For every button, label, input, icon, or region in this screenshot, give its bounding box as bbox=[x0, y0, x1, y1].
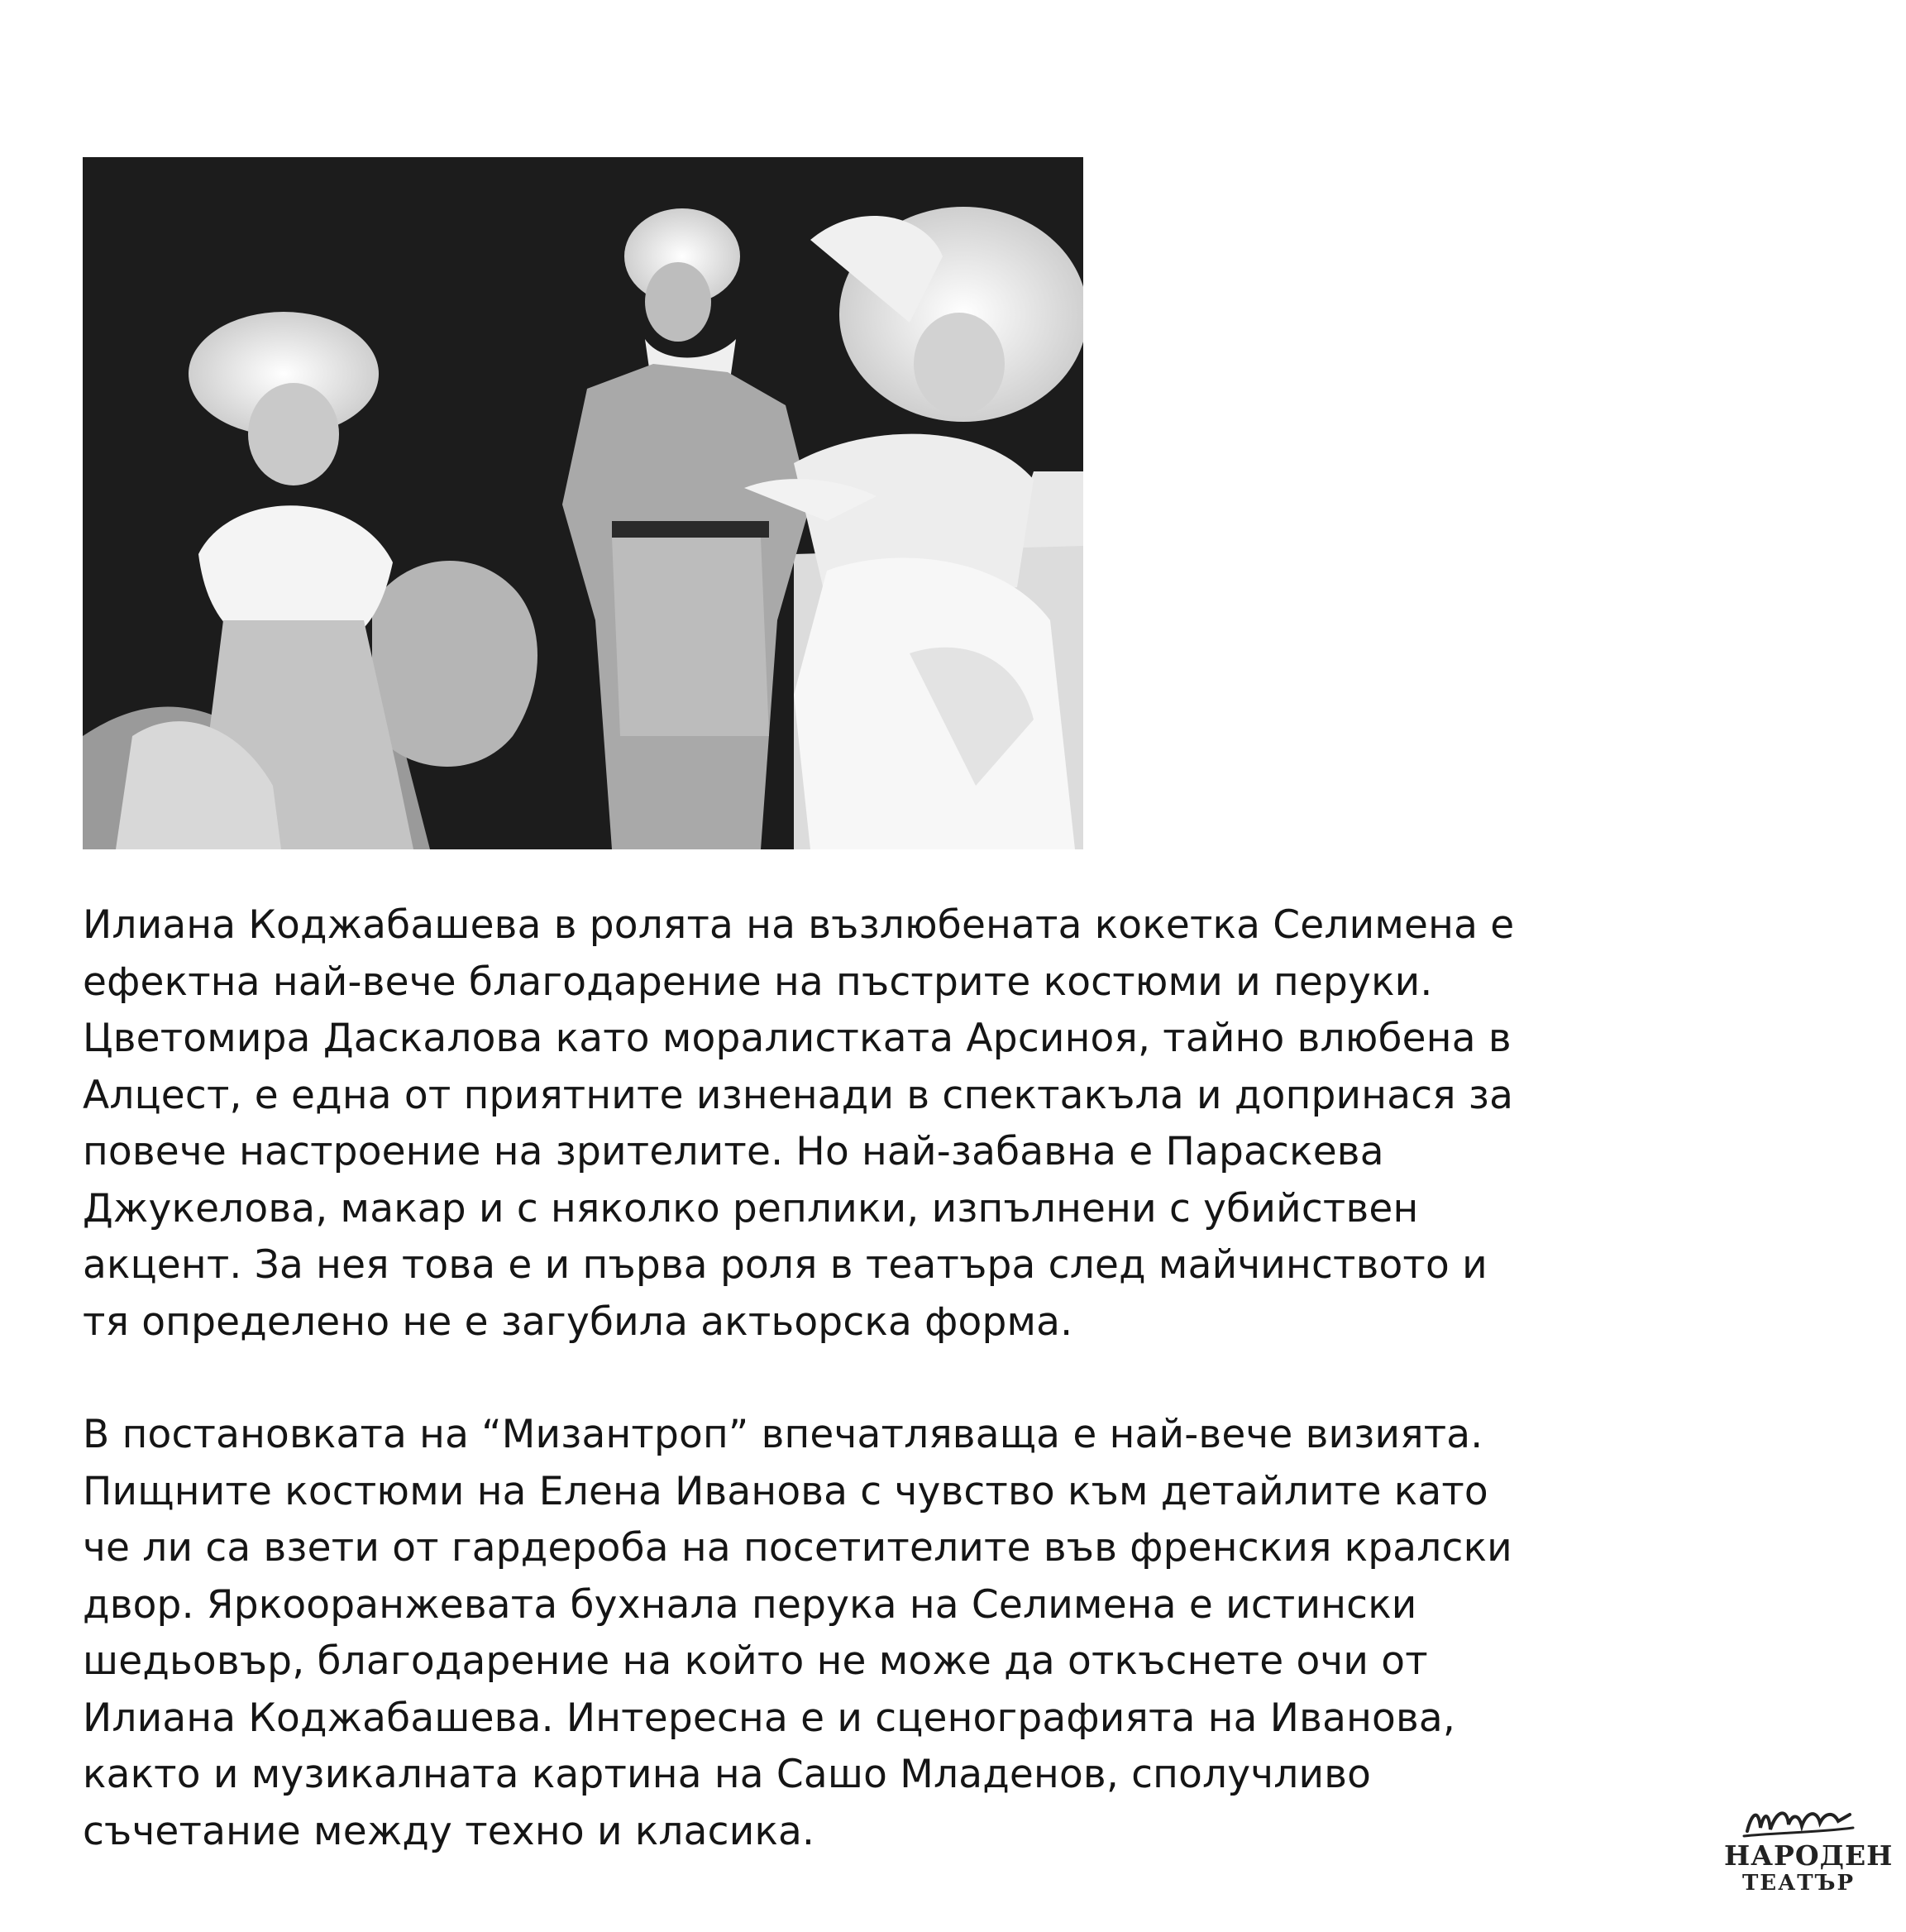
paragraph-1 bbox=[83, 897, 1687, 1351]
paragraph-line: Илиана Коджабашева. Интересна е и сценографията на Иванова, bbox=[83, 1695, 1455, 1741]
paragraph-line: както и музикалната картина на Сашо Младенов, сполучливо bbox=[83, 1752, 1372, 1797]
paragraph-line: двор. Яркооранжевата бухнала перука на Селимена е истински bbox=[83, 1581, 1417, 1628]
paragraph-line: повече настроение на зрителите. Но най-забавна е Параскева bbox=[83, 1129, 1384, 1174]
signature-icon bbox=[1741, 1803, 1856, 1843]
paragraph-line: акцент. За нея това е и първа роля в театъра след майчинството и bbox=[83, 1242, 1488, 1288]
paragraph-line: Джукелова, макар и с няколко реплики, изпълнени с убийствен bbox=[83, 1185, 1419, 1231]
logo-word-2: ТЕАТЪР bbox=[1741, 1871, 1856, 1896]
stage-photo-illustration bbox=[83, 157, 1083, 849]
logo-word-1: НАРОДЕН bbox=[1724, 1839, 1894, 1872]
signature-mark bbox=[1741, 1803, 1856, 1843]
paragraph-line: тя определено не е загубила актьорска форма. bbox=[83, 1298, 1073, 1345]
paragraph-line: Илиана Коджабашева в ролята на възлюбената кокетка Селимена е bbox=[83, 902, 1515, 948]
article-text bbox=[83, 897, 1687, 1860]
paragraph-line: Пищните костюми на Елена Иванова с чувство към детайлите като bbox=[83, 1468, 1488, 1514]
national-theatre-logo bbox=[1724, 1803, 1894, 1906]
paragraph-line: че ли са взети от гардероба на посетителите във френския кралски bbox=[83, 1525, 1512, 1571]
paragraph-line: Алцест, е една от приятните изненади в спектакъла и допринася за bbox=[83, 1072, 1514, 1118]
paragraph-line: ефектна най-вече благодарение на пъстрите костюми и перуки. bbox=[83, 959, 1433, 1005]
paragraph-line: съчетание между техно и класика. bbox=[83, 1808, 815, 1854]
paragraph-2 bbox=[83, 1407, 1687, 1860]
stage-photo bbox=[83, 157, 1083, 849]
paragraph-line: Цветомира Даскалова като моралистката Арсиноя, тайно влюбена в bbox=[83, 1016, 1512, 1061]
paragraph-line: В постановката на “Мизантроп” впечатляваща е най-вече визията. bbox=[83, 1412, 1483, 1457]
paragraph-line: шедьовър, благодарение на който не може да откъснете очи от bbox=[83, 1638, 1428, 1684]
